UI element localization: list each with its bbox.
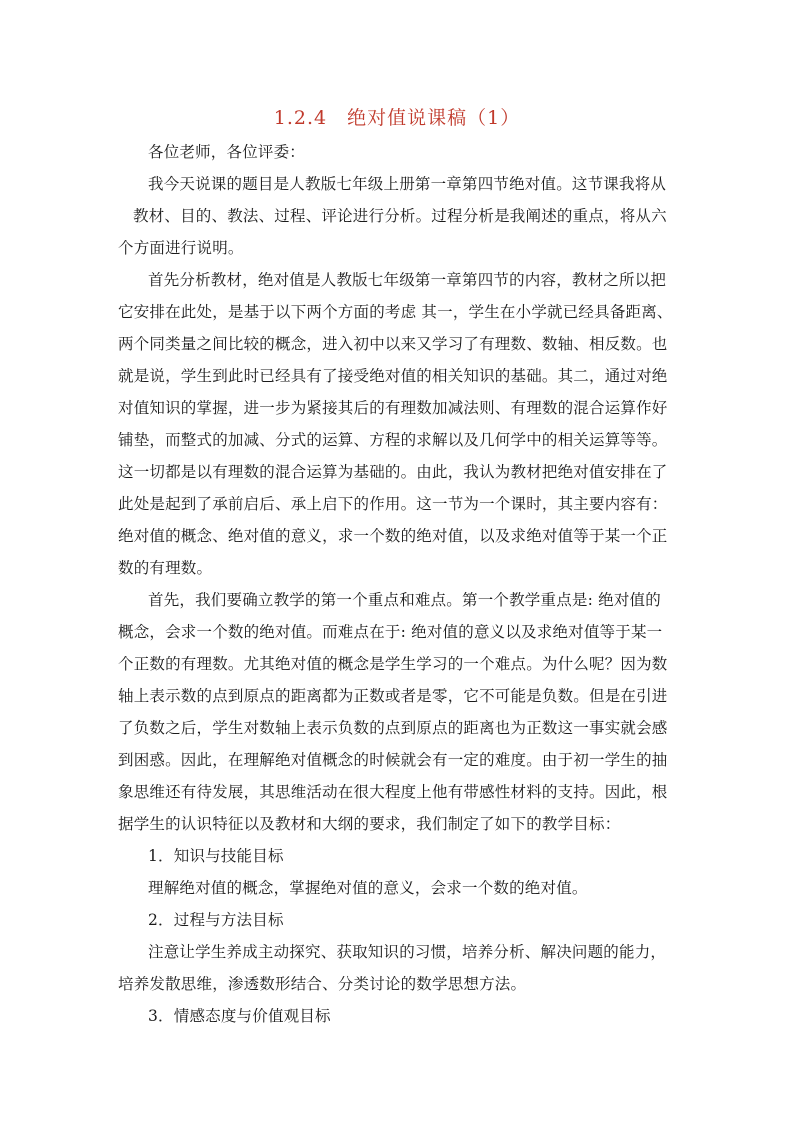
paragraph-line: 理解绝对值的概念，掌握绝对值的意义，会求一个数的绝对值。 (148, 879, 588, 897)
paragraph-line: 首先分析教材，绝对值是人教版七年级第一章第四节的内容，教材之所以把 (148, 271, 667, 289)
paragraph-line: 概念，会求一个数的绝对值。而难点在于: 绝对值的意义以及求绝对值等于某一 (118, 623, 663, 641)
section-heading: 3．情感态度与价值观目标 (148, 1007, 331, 1025)
paragraph-line: 教材、目的、教法、过程、评论进行分析。过程分析是我阐述的重点，将从六 (133, 207, 667, 225)
paragraph-line: 注意让学生养成主动探究、获取知识的习惯，培养分析、解决问题的能力， (148, 943, 667, 961)
paragraph-line: 象思维还有待发展，其思维活动在很大程度上他有带感性材料的支持。因此，根 (118, 783, 668, 801)
paragraph-line: 据学生的认识特征以及教材和大纲的要求，我们制定了如下的教学目标： (118, 815, 621, 833)
paragraph-line: 我今天说课的题目是人教版七年级上册第一章第四节绝对值。这节课我将从 (148, 175, 667, 193)
paragraph-line: 两个同类量之间比较的概念，进入初中以来又学习了有理数、数轴、相反数。也 (118, 335, 668, 353)
paragraph-line: 到困惑。因此，在理解绝对值概念的时候就会有一定的难度。由于初一学生的抽 (118, 751, 668, 769)
paragraph-line: 就是说，学生到此时已经具有了接受绝对值的相关知识的基础。其二，通过对绝 (118, 367, 668, 385)
paragraph-line: 各位老师，各位评委： (148, 143, 306, 161)
paragraph-line: 轴上表示数的点到原点的距离都为正数或者是零，它不可能是负数。但是在引进 (118, 687, 668, 705)
paragraph-line: 首先，我们要确立教学的第一个重点和难点。第一个教学重点是: 绝对值的 (148, 591, 661, 609)
paragraph-line: 它安排在此处，是基于以下两个方面的考虑 其一，学生在小学就已经具备距离、 (118, 303, 673, 321)
paragraph-line: 培养发散思维，渗透数形结合、分类讨论的数学思想方法。 (118, 975, 527, 993)
paragraph-line: 了负数之后，学生对数轴上表示负数的点到原点的距离也为正数这一事实就会感 (118, 719, 668, 737)
section-heading: 1．知识与技能目标 (148, 847, 284, 865)
paragraph-line: 对值知识的掌握，进一步为紧接其后的有理数加减法则、有理数的混合运算作好 (118, 399, 668, 417)
paragraph-line: 数的有理数。 (118, 559, 213, 577)
paragraph-line: 个方面进行说明。 (118, 239, 244, 257)
paragraph-line: 铺垫，而整式的加减、分式的运算、方程的求解以及几何学中的相关运算等等。 (118, 431, 668, 449)
document-title: 1.2.4 绝对值说课稿（1） (273, 107, 521, 129)
paragraph-line: 此处是起到了承前启后、承上启下的作用。这一节为一个课时，其主要内容有： (118, 495, 668, 513)
paragraph-line: 这一切都是以有理数的混合运算为基础的。由此，我认为教材把绝对值安排在了 (118, 463, 668, 481)
paragraph-line: 绝对值的概念、绝对值的意义，求一个数的绝对值，以及求绝对值等于某一个正 (118, 527, 668, 545)
paragraph-line: 个正数的有理数。尤其绝对值的概念是学生学习的一个难点。为什么呢？因为数 (118, 655, 668, 673)
section-heading: 2．过程与方法目标 (148, 911, 284, 929)
